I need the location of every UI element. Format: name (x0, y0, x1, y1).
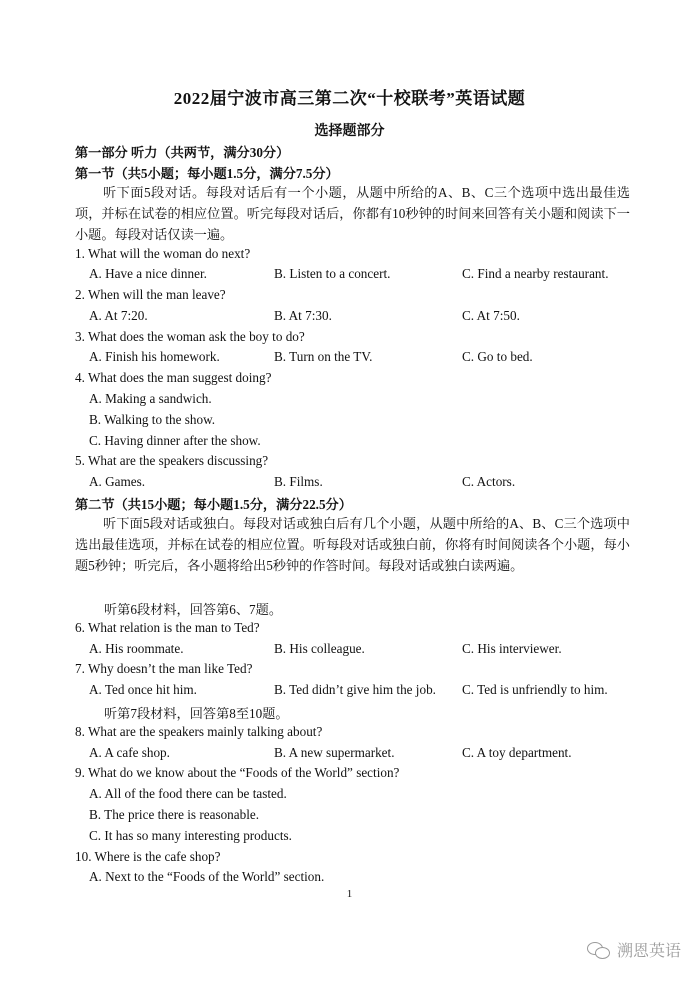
section-instructions-2: 听下面5段对话或独白。每段对话或独白后有几个小题，从题中所给的A、B、C三个选项中选出最佳选项，并标在试卷的相应位置。听每段对话或独白前，你将有时间阅读各个小题，每小题5秒钟；听完后，各小题将给出5秒钟的作答时间。每段对话或独白读两遍。 (75, 516, 630, 573)
page-number: 1 (346, 888, 353, 900)
question-7: 7. Why doesn’t the man like Ted? (75, 661, 253, 676)
question-4-option-a: A. Making a sandwich. (89, 391, 212, 406)
section-instructions-1: 听下面5段对话。每段对话后有一个小题，从题中所给的A、B、C三个选项中选出最佳选项，并标在试卷的相应位置。听完每段对话后，你都有10秒钟的时间来回答有关小题和阅读下一小题。每段对话仅读一遍。 (75, 185, 630, 242)
material-7-instruction: 听第7段材料，回答第8至10题。 (104, 706, 289, 721)
question-10-option-a: A. Next to the “Foods of the World” section. (89, 869, 325, 884)
question-7-option-a: A. Ted once hit him. (89, 682, 197, 697)
question-9-option-b: B. The price there is reasonable. (89, 807, 260, 822)
question-2: 2. When will the man leave? (75, 287, 226, 302)
question-3-option-c: C. Go to bed. (462, 349, 533, 364)
question-7-option-c: C. Ted is unfriendly to him. (462, 682, 608, 697)
question-2-option-b: B. At 7:30. (274, 308, 332, 323)
part-heading: 第一部分 听力（共两节，满分30分） (75, 145, 290, 160)
question-8-option-a: A. A cafe shop. (89, 745, 170, 760)
watermark (587, 938, 681, 961)
wechat-icon (587, 940, 611, 960)
question-9: 9. What do we know about the “Foods of the World” section? (75, 765, 400, 780)
question-1-option-a: A. Have a nice dinner. (89, 266, 207, 281)
question-2-option-c: C. At 7:50. (462, 308, 520, 323)
material-6-instruction: 听第6段材料，回答第6、7题。 (104, 602, 283, 617)
question-1-option-c: C. Find a nearby restaurant. (462, 266, 609, 281)
question-3: 3. What does the woman ask the boy to do? (75, 329, 305, 344)
question-9-option-c: C. It has so many interesting products. (89, 828, 292, 843)
question-10: 10. Where is the cafe shop? (75, 849, 221, 864)
section-heading-2: 第二节（共15小题；每小题1.5分，满分22.5分） (75, 497, 352, 512)
question-8: 8. What are the speakers mainly talking about? (75, 724, 323, 739)
question-6-option-c: C. His interviewer. (462, 641, 562, 656)
question-5-option-c: C. Actors. (462, 474, 516, 489)
question-5-option-a: A. Games. (89, 474, 146, 489)
section-heading-1: 第一节（共5小题；每小题1.5分，满分7.5分） (75, 166, 339, 181)
question-1-option-b: B. Listen to a concert. (274, 266, 391, 281)
question-9-option-a: A. All of the food there can be tasted. (89, 786, 287, 801)
question-4: 4. What does the man suggest doing? (75, 370, 272, 385)
question-6-option-b: B. His colleague. (274, 641, 365, 656)
question-1: 1. What will the woman do next? (75, 246, 251, 261)
watermark-text: 溯恩英语 (616, 941, 681, 960)
question-8-option-b: B. A new supermarket. (274, 745, 395, 760)
question-3-option-b: B. Turn on the TV. (274, 349, 373, 364)
question-4-option-c: C. Having dinner after the show. (89, 433, 261, 448)
question-6: 6. What relation is the man to Ted? (75, 620, 260, 635)
question-4-option-b: B. Walking to the show. (89, 412, 216, 427)
page-title: 2022届宁波市高三第二次“十校联考”英语试题 (173, 89, 526, 108)
question-2-option-a: A. At 7:20. (89, 308, 148, 323)
page-subtitle: 选择题部分 (314, 124, 385, 139)
question-5-option-b: B. Films. (274, 474, 323, 489)
question-5: 5. What are the speakers discussing? (75, 453, 269, 468)
question-3-option-a: A. Finish his homework. (89, 349, 220, 364)
question-8-option-c: C. A toy department. (462, 745, 572, 760)
question-6-option-a: A. His roommate. (89, 641, 184, 656)
question-7-option-b: B. Ted didn’t give him the job. (274, 682, 436, 697)
